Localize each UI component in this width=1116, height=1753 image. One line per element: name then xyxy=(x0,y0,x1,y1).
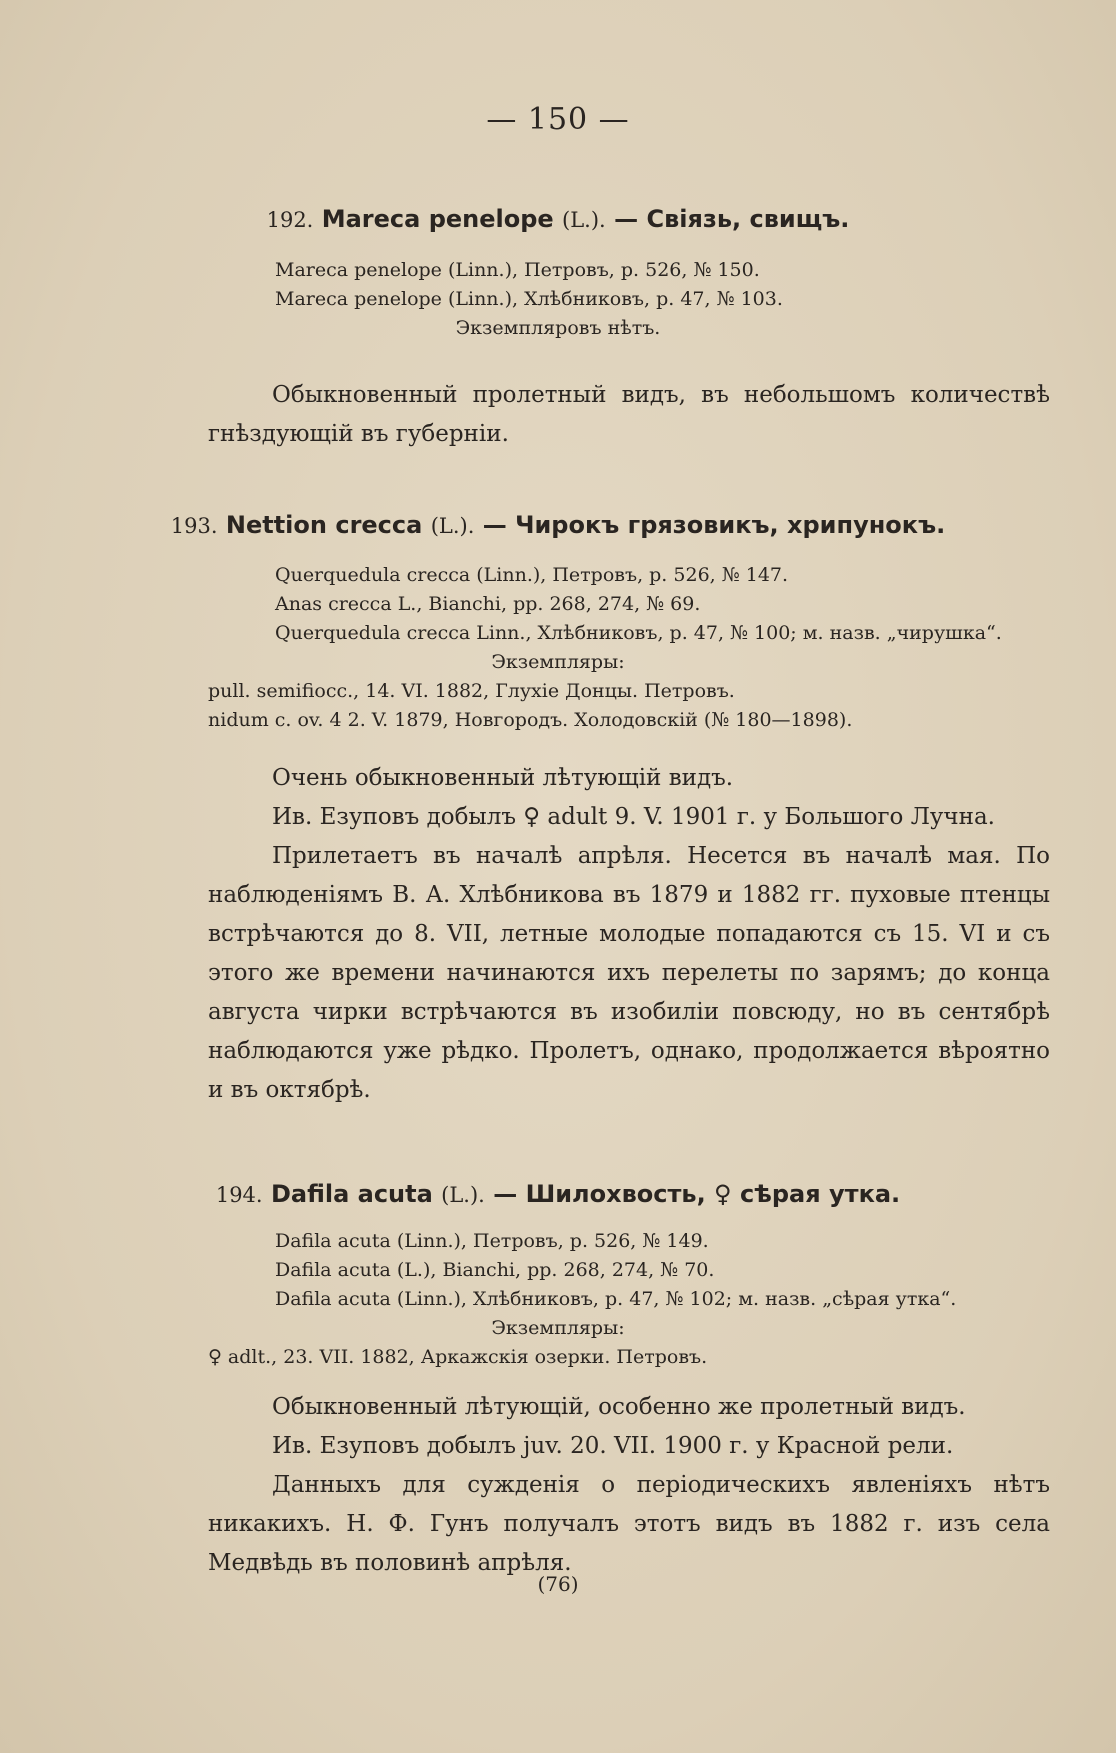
synonym-line: Anas crecca L., Bianchi, pp. 268, 274, № 69. xyxy=(275,593,701,615)
synonym-line: Querquedula crecca (Linn.), Петровъ, р. 526, № 147. xyxy=(275,564,789,586)
species-authority: (L.). xyxy=(430,514,475,538)
species-latin: Mareca penelope xyxy=(321,205,554,233)
paragraph: Обыкновенный лѣтующій, особенно же пролетный видъ. xyxy=(272,1394,966,1420)
signature-number: (76) xyxy=(537,1572,579,1596)
species-number: 194. xyxy=(215,1183,263,1207)
synonym-line: Dafila acuta (Linn.), Петровъ, р. 526, № 149. xyxy=(275,1230,709,1252)
species-heading-192 xyxy=(0,205,1116,233)
page-number: — 150 — xyxy=(486,102,630,137)
species-heading-194 xyxy=(0,1180,1116,1208)
specimen-line: nidum c. ov. 4 2. V. 1879, Новгородъ. Холодовскій (№ 180—1898). xyxy=(208,709,853,731)
heading-dash: — xyxy=(482,511,507,539)
synonymy-194 xyxy=(0,1227,1116,1372)
species-number: 193. xyxy=(170,514,218,538)
body-text-194 xyxy=(208,1388,1050,1583)
body-text-192 xyxy=(208,376,1050,454)
paragraph: Прилетаетъ въ началѣ апрѣля. Несется въ началѣ мая. По наблюденіямъ В. А. Хлѣбникова въ 1879 и 1882 гг. пуховые птенцы встрѣчаются до 8. VII, летные молодые попадаются съ 15. VI и съ этого же времени начинаются ихъ перелеты по зарямъ; до конца августа чирки встрѣчаются въ изобиліи повсюду, но въ сентябрѣ наблюдаются уже рѣдко. Пролетъ, однако, продолжается вѣроятно и въ октябрѣ. xyxy=(208,843,1050,1103)
species-heading-193 xyxy=(0,511,1116,539)
species-authority: (L.). xyxy=(562,208,606,232)
paragraph: Обыкновенный пролетный видъ, въ небольшомъ количествѣ гнѣздующій въ губерніи. xyxy=(208,382,1050,447)
synonymy-193 xyxy=(0,561,1116,735)
paragraph: Данныхъ для сужденія о періодическихъ явленіяхъ нѣтъ никакихъ. Н. Ф. Гунъ получалъ этотъ видъ въ 1882 г. изъ села Медвѣдь въ половинѣ апрѣля. xyxy=(208,1472,1050,1576)
synonym-line: Mareca penelope (Linn.), Петровъ, р. 526, № 150. xyxy=(275,259,760,281)
specimens-label: Экземпляровъ нѣтъ. xyxy=(455,317,661,339)
species-russian: Свіязь, свищъ. xyxy=(646,205,850,233)
paragraph: Ив. Езуповъ добылъ juv. 20. VII. 1900 г. у Красной рели. xyxy=(272,1433,954,1459)
species-russian: Чирокъ грязовикъ, хрипунокъ. xyxy=(515,511,946,539)
synonym-line: Mareca penelope (Linn.), Хлѣбниковъ, р. 47, № 103. xyxy=(275,288,783,310)
paragraph: Ив. Езуповъ добылъ ♀ adult 9. V. 1901 г. у Большого Лучна. xyxy=(272,804,995,830)
specimen-line: pull. semifiocc., 14. VI. 1882, Глухіе Донцы. Петровъ. xyxy=(208,680,735,702)
species-authority: (L.). xyxy=(441,1183,485,1207)
body-text-193 xyxy=(208,759,1050,1110)
synonymy-192 xyxy=(0,256,1116,343)
paragraph: Очень обыкновенный лѣтующій видъ. xyxy=(272,765,734,791)
specimen-line: ♀ adlt., 23. VII. 1882, Аркажскія озерки. Петровъ. xyxy=(208,1346,708,1368)
species-number: 192. xyxy=(266,208,314,232)
species-latin: Nettion crecca xyxy=(225,511,423,539)
synonym-line: Querquedula crecca Linn., Хлѣбниковъ, р. 47, № 100; м. назв. „чирушка“. xyxy=(275,622,1002,644)
specimens-label: Экземпляры: xyxy=(491,1317,625,1339)
species-russian: Шилохвость, ♀ сѣрая утка. xyxy=(525,1180,901,1208)
synonym-line: Dafila acuta (Linn.), Хлѣбниковъ, р. 47, № 102; м. назв. „сѣрая утка“. xyxy=(275,1288,957,1310)
specimens-label: Экземпляры: xyxy=(491,651,625,673)
synonym-line: Dafila acuta (L.), Bianchi, pp. 268, 274, № 70. xyxy=(275,1259,715,1281)
heading-dash: — xyxy=(493,1180,518,1208)
heading-dash: — xyxy=(614,205,639,233)
species-latin: Dafila acuta xyxy=(270,1180,433,1208)
